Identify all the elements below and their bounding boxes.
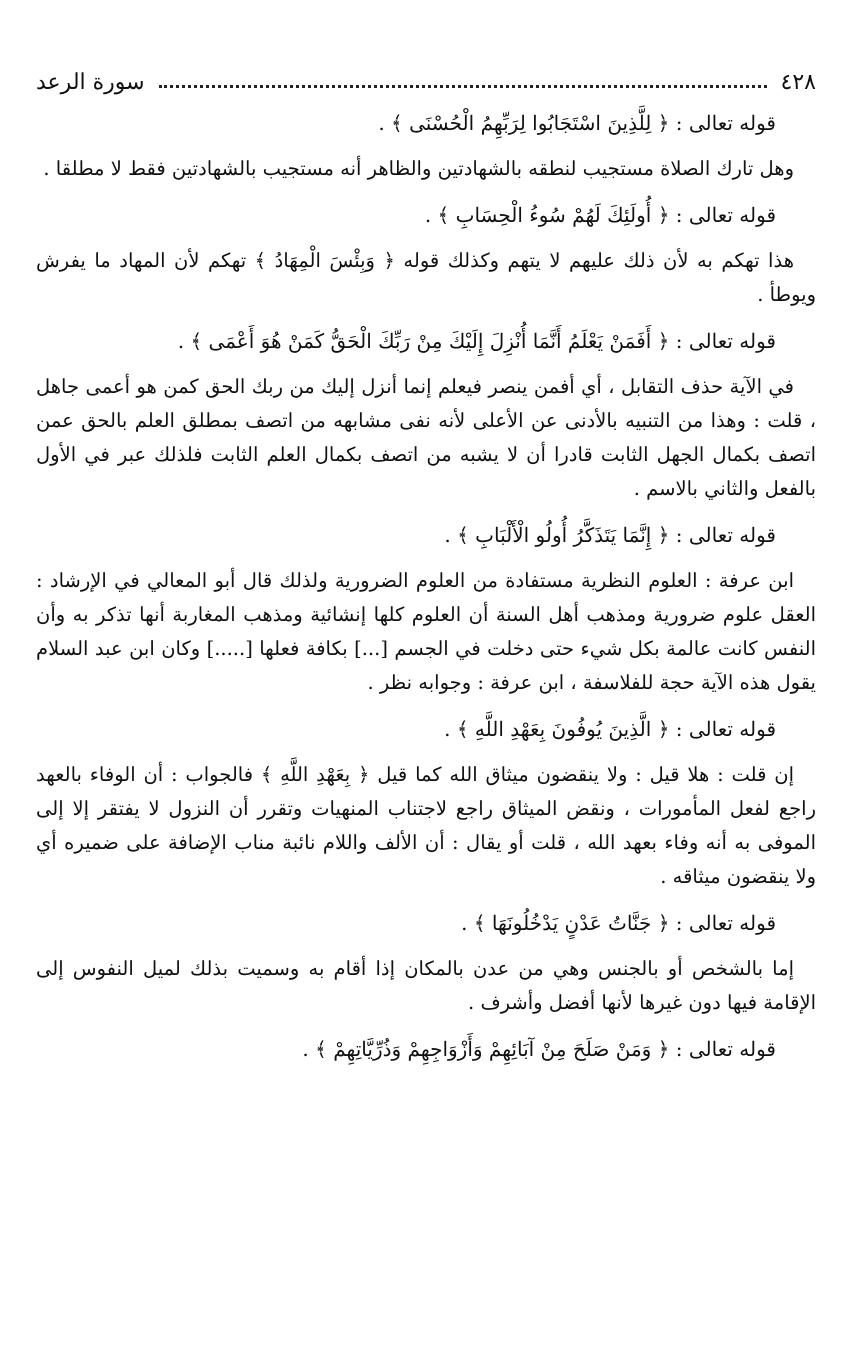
page-body <box>36 106 816 1066</box>
commentary-paragraph: إن قلت : هلا قيل : ولا ينقضون ميثاق الله كما قيل ﴿ بِعَهْدِ اللَّهِ ﴾ فالجواب : أن الوفاء بالعهد راجع لفعل المأمورات ، ونقض الميثاق راجع لاجتناب المنهيات وتقرر أن النزول لا يفتقر إلا إلى الموفى به أنه وفاء بعهد الله ، قلت أو يقال : أن الألف واللام نائبة مناب الإضافة على ضميره أي ولا ينقضون ميثاقه . <box>36 763 816 888</box>
verse-heading: قوله تعالى : ﴿ لِلَّذِينَ اسْتَجَابُوا لِرَبِّهِمُ الْحُسْنَى ﴾ . <box>378 111 776 135</box>
commentary-paragraph: هذا تهكم به لأن ذلك عليهم لا يتهم وكذلك قوله ﴿ وَبِئْسَ الْمِهَادُ ﴾ تهكم لأن المهاد ما يفرش ويوطأ . <box>36 249 816 306</box>
header-dotted-rule <box>159 85 767 88</box>
commentary-paragraph: وهل تارك الصلاة مستجيب لنطقه بالشهادتين والظاهر أنه مستجيب بالشهادتين فقط لا مطلقا . <box>43 157 794 180</box>
verse-heading: قوله تعالى : ﴿ وَمَنْ صَلَحَ مِنْ آبَائِهِمْ وَأَزْوَاجِهِمْ وَذُرِّيَّاتِهِمْ ﴾ . <box>302 1037 776 1061</box>
surah-title: سورة الرعد <box>36 69 145 95</box>
page-header <box>36 64 816 100</box>
verse-heading: قوله تعالى : ﴿ أَفَمَنْ يَعْلَمُ أَنَّمَا أُنْزِلَ إِلَيْكَ مِنْ رَبِّكَ الْحَقُّ كَمَنْ هُوَ أَعْمَى ﴾ . <box>177 329 776 353</box>
commentary-paragraph: في الآية حذف التقابل ، أي أفمن ينصر فيعلم إنما أنزل إليك من ربك الحق كمن هو أعمى جاهل ، قلت : وهذا من التنبيه بالأدنى عن الأعلى لأنه نفى مشابهه من اتصف بمطلق العلم بالحق عمن اتصف بكمال الجهل الثابت قادرا أن لا يشبه من اتصف بكمال العلم الثابت فلذلك عبر في الأول بالفعل والثاني بالاسم . <box>36 375 816 500</box>
page-number: ٤٢٨ <box>780 69 816 95</box>
verse-heading: قوله تعالى : ﴿ إِنَّمَا يَتَذَكَّرُ أُولُو الْأَلْبَابِ ﴾ . <box>444 523 776 547</box>
commentary-paragraph: إما بالشخص أو بالجنس وهي من عدن بالمكان إذا أقام به وسميت بذلك لميل النفوس إلى الإقامة فيها دون غيرها لأنها أفضل وأشرف . <box>36 957 816 1014</box>
verse-heading: قوله تعالى : ﴿ جَنَّاتُ عَدْنٍ يَدْخُلُونَهَا ﴾ . <box>461 911 776 935</box>
verse-heading: قوله تعالى : ﴿ الَّذِينَ يُوفُونَ بِعَهْدِ اللَّهِ ﴾ . <box>444 717 776 741</box>
commentary-paragraph: ابن عرفة : العلوم النظرية مستفادة من العلوم الضرورية ولذلك قال أبو المعالي في الإرشاد : العقل علوم ضرورية ومذهب أهل السنة أن العلوم كلها إنشائية ومذهب المغاربة أنها تذكر به وأن النفس كانت عالمة بكل شيء حتى دخلت في الجسم [...] بكافة فعلها [.....] وكان ابن عبد السلام يقول هذه الآية حجة للفلاسفة ، ابن عرفة : وجوابه نظر . <box>36 569 816 694</box>
document-page <box>36 64 816 1078</box>
verse-heading: قوله تعالى : ﴿ أُولَئِكَ لَهُمْ سُوءُ الْحِسَابِ ﴾ . <box>424 203 776 227</box>
